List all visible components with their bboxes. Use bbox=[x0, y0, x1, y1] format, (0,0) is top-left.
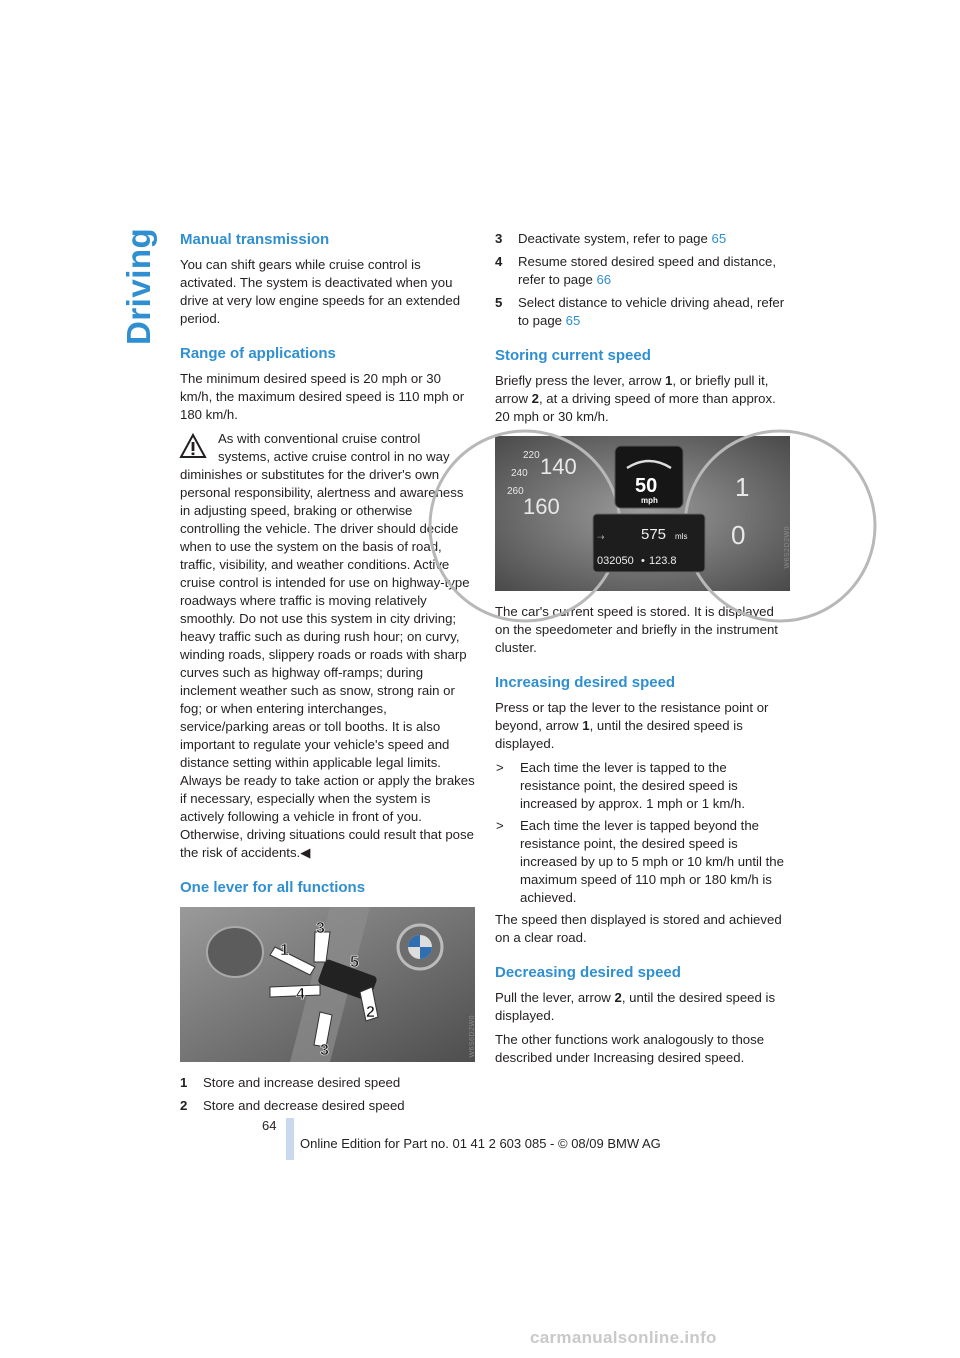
speedometer-illustration bbox=[495, 436, 790, 591]
lever-item-2: 2 Store and decrease desired speed bbox=[180, 1098, 405, 1113]
increasing-text: Press or tap the lever to the resistance point or beyond, arrow 1, until the desired speed is displayed. bbox=[495, 700, 769, 751]
increasing-section bbox=[495, 673, 790, 947]
gauge-mark-160: 160 bbox=[523, 494, 560, 519]
increasing-bullet-1: > Each time the lever is tapped to the resistance point, the desired speed is increased by approx. 1 mph or 1 km/h. bbox=[496, 760, 746, 811]
range-value: 575 bbox=[641, 526, 667, 543]
page-link-65-b[interactable]: 65 bbox=[565, 313, 581, 328]
trip-value: 123.8 bbox=[649, 555, 677, 567]
gauge-mark-right-1: 1 bbox=[735, 472, 750, 502]
page-link-65-a[interactable]: 65 bbox=[711, 231, 727, 246]
gauge-mark-260: 260 bbox=[507, 486, 524, 497]
speedometer-figure-code: W6S2D2W0 bbox=[784, 526, 791, 569]
lever-section bbox=[180, 878, 475, 1115]
svg-text:⇢: ⇢ bbox=[597, 532, 605, 542]
range-text: The minimum desired speed is 20 mph or 30 km/h, the maximum desired speed is 110 mph or 180 km/h. bbox=[180, 371, 465, 422]
increasing-heading: Increasing desired speed bbox=[495, 674, 676, 691]
lever-figure-code: W6S6D2W0 bbox=[469, 1015, 476, 1058]
set-speed-unit: mph bbox=[641, 496, 658, 505]
range-heading: Range of applications bbox=[180, 345, 336, 362]
storing-text: Briefly press the lever, arrow 1, or briefly pull it, arrow 2, at a driving speed of more than approx. 20 mph or 30 km/h. bbox=[495, 373, 776, 424]
lever-heading: One lever for all functions bbox=[180, 879, 366, 896]
decreasing-heading: Decreasing desired speed bbox=[495, 964, 681, 981]
manual-transmission-heading: Manual transmission bbox=[180, 231, 330, 248]
warning-triangle-icon bbox=[180, 434, 206, 458]
warning-text: As with conventional cruise control systems, active cruise control in no way diminishes or substitutes for the driver's own personal responsibility, alertness and awareness in adjusting speed, braking or otherwise controlling the vehicle. The driver should decide when to use the system on the basis of road, traffic, visibility, and weather conditions. Active cruise control is intended for use on highway-type roadways where traffic is moving relatively smoothly. Do not use this system in city driving; heavy traffic such as during rush hour; on curvy, winding roads, slippery roads or roads with sharp curves such as highway off-ramps; during inclement weather such as snow, strong rain or fog; or when entering interchanges, service/parking areas or toll booths. It is also important to regulate your vehicle's speed and distance setting within applicable legal limits. Always be ready to take action or apply the brakes if necessary, especially when the system is actively following a vehicle in front of you. Otherwise, driving situations could result that pose the risk of accidents.◀ bbox=[180, 431, 475, 860]
gauge-mark-240: 240 bbox=[511, 468, 528, 479]
lever-illustration bbox=[180, 907, 475, 1062]
callout-3-top: 3 bbox=[316, 920, 325, 937]
speedometer-figure bbox=[495, 436, 790, 591]
watermark: carmanualsonline.info bbox=[530, 1328, 717, 1347]
warning-block bbox=[180, 430, 475, 862]
set-speed-value: 50 bbox=[635, 475, 658, 497]
decreasing-section bbox=[495, 963, 790, 1067]
callout-4: 4 bbox=[296, 986, 305, 1003]
lever-item-4: 4 Resume stored desired speed and distance, refer to page 66 bbox=[495, 254, 777, 287]
end-mark: ◀ bbox=[300, 845, 311, 860]
right-column bbox=[495, 230, 790, 1073]
gauge-mark-220: 220 bbox=[523, 450, 540, 461]
manual-transmission-section bbox=[180, 230, 475, 328]
increasing-bullet-2: > Each time the lever is tapped beyond the resistance point, the desired speed is increased by up to 5 mph or 10 km/h until the maximum speed of 110 mph or 180 km/h is achieved. bbox=[496, 818, 784, 905]
footer-edition: Online Edition for Part no. 01 41 2 603 085 - © 08/09 BMW AG bbox=[300, 1136, 661, 1151]
lever-item-3: 3 Deactivate system, refer to page 65 bbox=[495, 231, 727, 246]
page-number: 64 bbox=[262, 1118, 277, 1133]
gauge-mark-140: 140 bbox=[540, 454, 577, 479]
storing-heading: Storing current speed bbox=[495, 347, 651, 364]
decreasing-text-2: The other functions work analogously to those described under Increasing desired speed. bbox=[495, 1032, 765, 1065]
callout-3-bottom: 3 bbox=[320, 1042, 329, 1059]
manual-transmission-text: You can shift gears while cruise control is activated. The system is deactivated when you drive at very low engine speeds for an extended period. bbox=[180, 257, 461, 326]
footer-bar bbox=[286, 1118, 294, 1160]
increasing-after-text: The speed then displayed is stored and achieved on a clear road. bbox=[495, 912, 782, 945]
lever-figure bbox=[180, 907, 475, 1062]
decreasing-text: Pull the lever, arrow 2, until the desired speed is displayed. bbox=[495, 990, 776, 1023]
lever-item-5: 5 Select distance to vehicle driving ahead, refer to page 65 bbox=[495, 295, 785, 328]
callout-2: 2 bbox=[366, 1004, 375, 1021]
page-link-66[interactable]: 66 bbox=[596, 272, 612, 287]
odometer-value: 032050 bbox=[597, 555, 634, 567]
left-column bbox=[180, 230, 475, 1120]
callout-5: 5 bbox=[350, 954, 359, 971]
gauge-mark-right-0: 0 bbox=[731, 520, 746, 550]
storing-section bbox=[495, 346, 790, 657]
svg-text:•: • bbox=[641, 555, 645, 567]
range-section bbox=[180, 344, 475, 862]
storing-after-text: The car's current speed is stored. It is displayed on the speedometer and briefly in the instrument cluster. bbox=[495, 604, 778, 655]
chapter-side-tab: Driving bbox=[120, 227, 157, 345]
callout-1: 1 bbox=[280, 942, 289, 959]
range-unit: mls bbox=[675, 532, 688, 541]
lever-item-1: 1 Store and increase desired speed bbox=[180, 1075, 401, 1090]
